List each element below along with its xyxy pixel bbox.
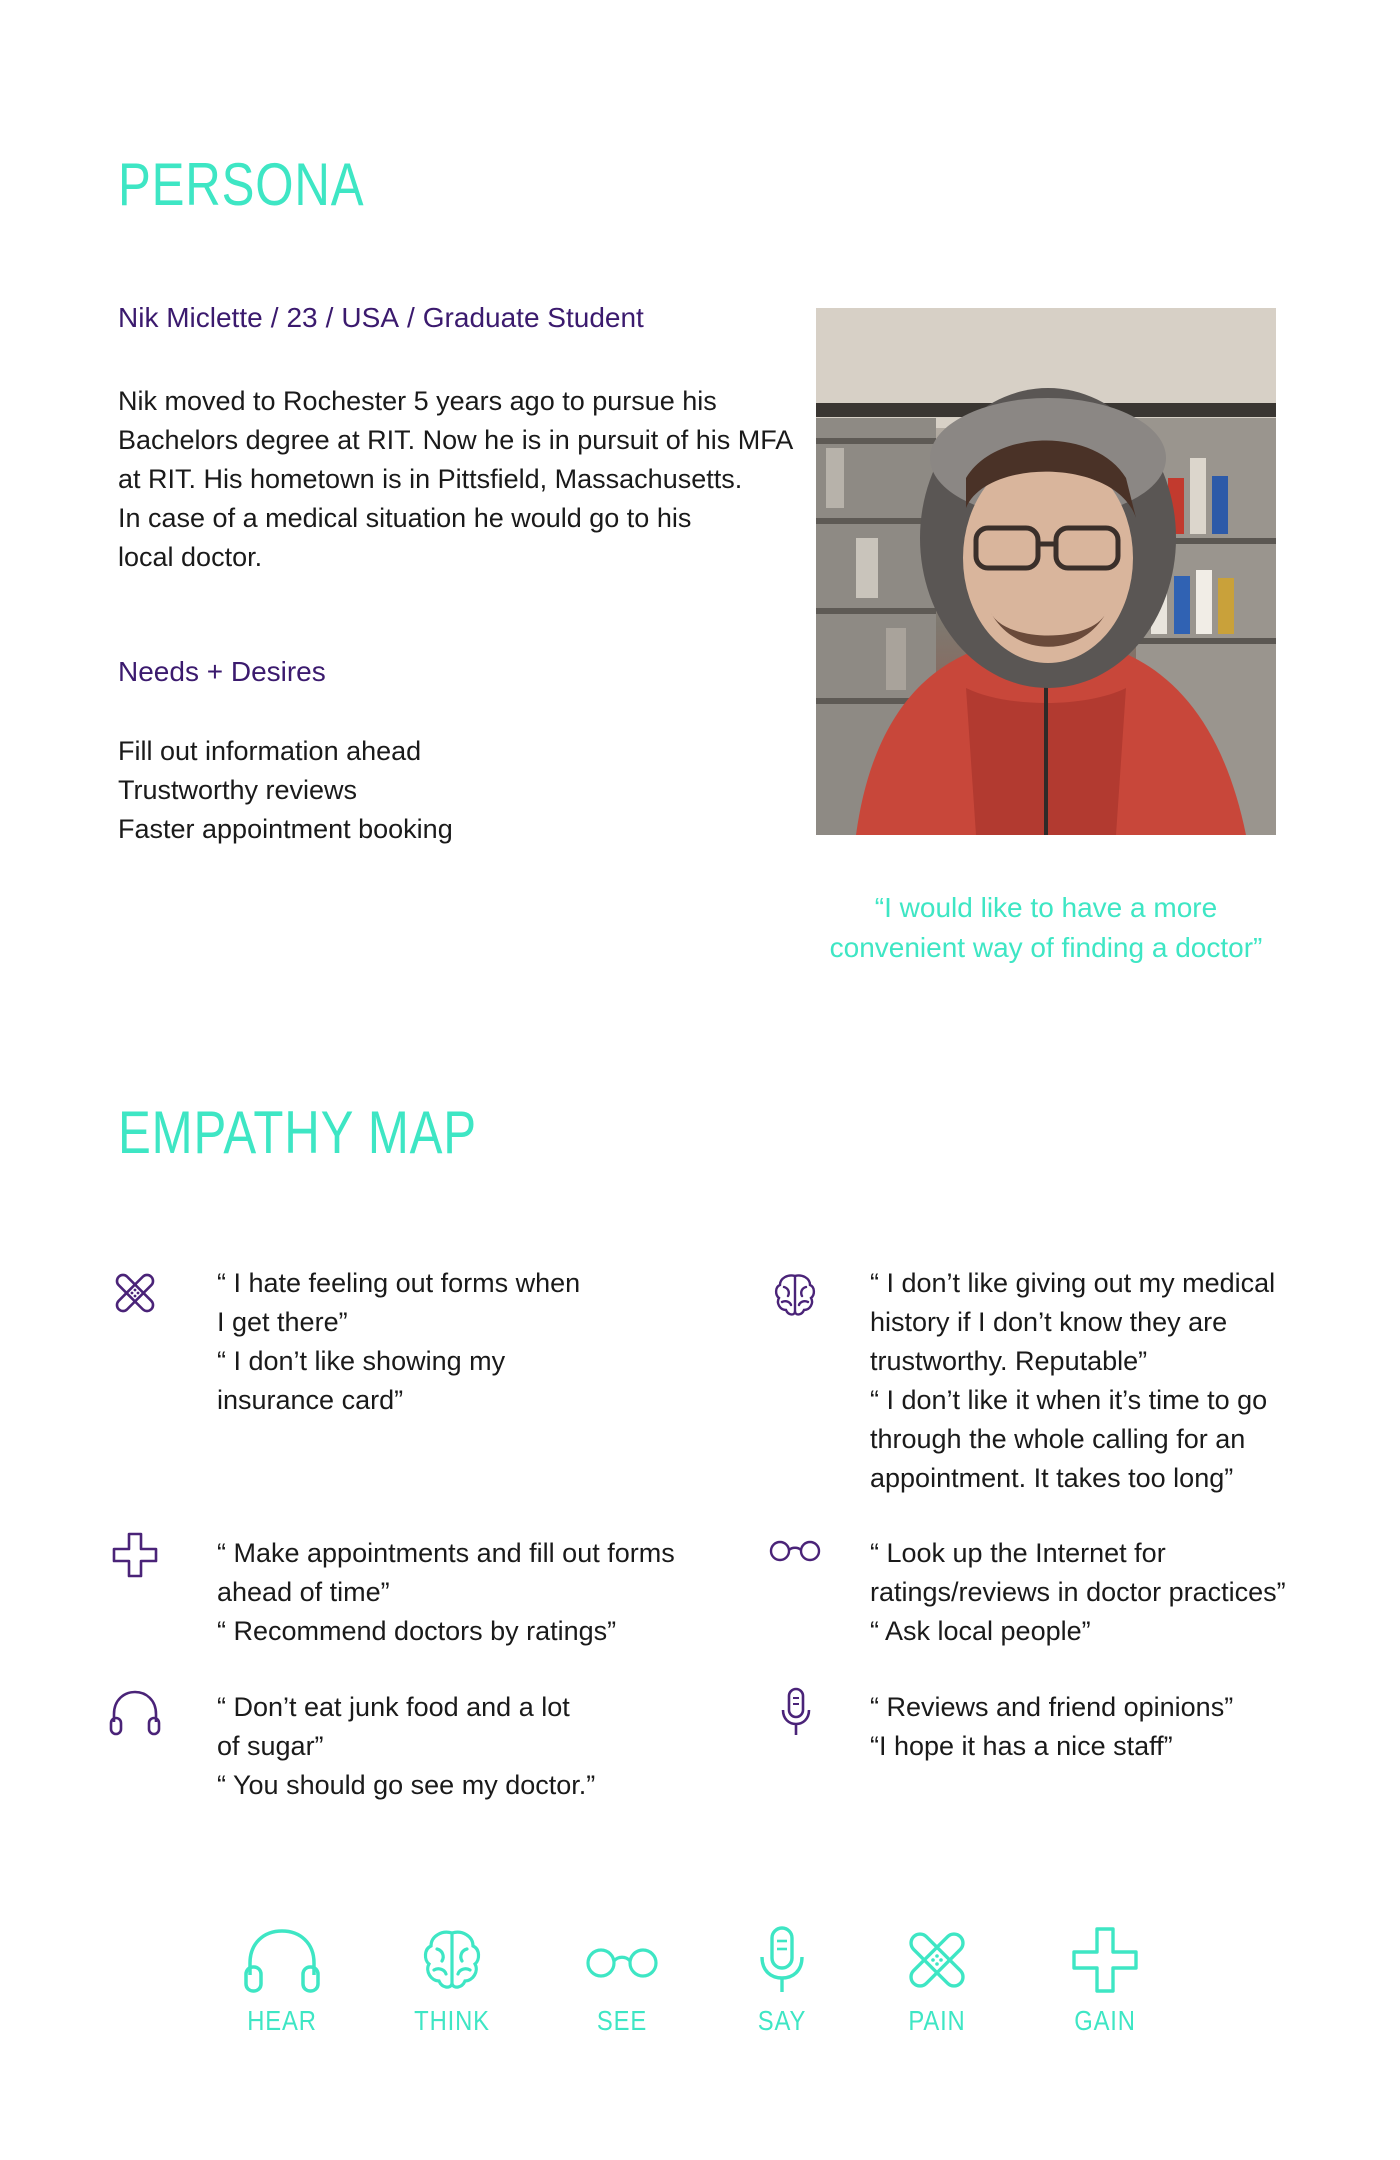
legend-label: SAY — [757, 2005, 807, 2036]
empathy-cell-see — [870, 1534, 1400, 1651]
separator: / — [407, 302, 415, 333]
empathy-line: ahead of time” — [217, 1577, 390, 1607]
brain-icon — [417, 1925, 487, 1995]
empathy-line: “ I don’t like it when it’s time to go — [870, 1385, 1268, 1415]
bandage-icon — [110, 1268, 160, 1318]
glasses-icon — [582, 1925, 662, 1995]
legend-think — [392, 1925, 512, 2037]
needs-heading: Needs + Desires — [118, 656, 326, 687]
persona-age: 23 — [286, 302, 318, 333]
legend-label: SEE — [596, 2005, 648, 2036]
empathy-line: “ Reviews and friend opinions” — [870, 1692, 1234, 1722]
microphone-icon — [776, 1686, 826, 1736]
needs-item: Faster appointment booking — [118, 814, 453, 844]
separator: / — [270, 302, 279, 333]
empathy-line: I get there” — [217, 1307, 348, 1337]
legend-label: PAIN — [908, 2005, 966, 2036]
bio-line: In case of a medical situation he would go to his — [118, 503, 692, 533]
headphones-icon — [242, 1925, 322, 1995]
headphones-icon — [108, 1688, 158, 1738]
bio-line: Bachelors degree at RIT. Now he is in pursuit of his MFA — [118, 425, 794, 455]
persona-photo — [816, 308, 1276, 835]
empathy-line: “ Don’t eat junk food and a lot — [217, 1692, 570, 1722]
empathy-line: “ I don’t like showing my — [217, 1346, 506, 1376]
empathy-cell-pain — [217, 1264, 777, 1420]
empathy-line: “ Ask local people” — [870, 1616, 1091, 1646]
empathy-line: “ Recommend doctors by ratings” — [217, 1616, 617, 1646]
empathy-line: trustworthy. Reputable” — [870, 1346, 1148, 1376]
bandage-icon — [902, 1925, 972, 1995]
persona-title: PERSONA — [118, 151, 365, 218]
empathy-title: EMPATHY MAP — [118, 1099, 477, 1166]
legend-label: THINK — [414, 2005, 490, 2036]
empathy-line: appointment. It takes too long” — [870, 1463, 1234, 1493]
persona-quote — [816, 888, 1276, 968]
empathy-cell-gain — [217, 1534, 777, 1651]
empathy-line: “ You should go see my doctor.” — [217, 1770, 596, 1800]
needs-list — [118, 732, 778, 849]
persona-country: USA — [341, 302, 399, 333]
legend-gain — [1045, 1925, 1165, 2037]
empathy-line: through the whole calling for an — [870, 1424, 1246, 1454]
plus-icon — [1070, 1925, 1140, 1995]
persona-identity — [118, 302, 644, 334]
bio-line: Nik moved to Rochester 5 years ago to pursue his — [118, 386, 717, 416]
legend-say — [722, 1925, 842, 2037]
empathy-cell-think — [870, 1264, 1400, 1498]
empathy-line: insurance card” — [217, 1385, 404, 1415]
quote-line: convenient way of finding a doctor” — [829, 932, 1263, 963]
empathy-line: history if I don’t know they are — [870, 1307, 1228, 1337]
persona-name: Nik Miclette — [118, 302, 263, 333]
empathy-line: “ I hate feeling out forms when — [217, 1268, 581, 1298]
empathy-line: ratings/reviews in doctor practices” — [870, 1577, 1286, 1607]
microphone-icon — [752, 1925, 812, 1995]
legend-see — [562, 1925, 682, 2037]
legend-pain — [877, 1925, 997, 2037]
persona-photo-illustration — [816, 308, 1276, 835]
legend-label: HEAR — [247, 2005, 317, 2036]
plus-icon — [110, 1530, 160, 1580]
needs-item: Trustworthy reviews — [118, 775, 358, 805]
empathy-line: of sugar” — [217, 1731, 324, 1761]
legend-label: GAIN — [1074, 2005, 1136, 2036]
legend-hear — [222, 1925, 342, 2037]
empathy-line: “ Look up the Internet for — [870, 1538, 1166, 1568]
glasses-icon — [768, 1536, 818, 1586]
persona-role: Graduate Student — [422, 302, 644, 333]
persona-bio — [118, 382, 794, 577]
quote-line: “I would like to have a more — [874, 892, 1218, 923]
needs-item: Fill out information ahead — [118, 736, 422, 766]
empathy-line: “ Make appointments and fill out forms — [217, 1538, 675, 1568]
empathy-line: “I hope it has a nice staff” — [870, 1731, 1173, 1761]
brain-icon — [770, 1270, 820, 1320]
separator: / — [325, 302, 334, 333]
bio-line: local doctor. — [118, 542, 263, 572]
empathy-line: “ I don’t like giving out my medical — [870, 1268, 1276, 1298]
empathy-cell-hear — [217, 1688, 777, 1805]
empathy-cell-say — [870, 1688, 1400, 1766]
bio-line: at RIT. His hometown is in Pittsfield, Massachusetts. — [118, 464, 743, 494]
